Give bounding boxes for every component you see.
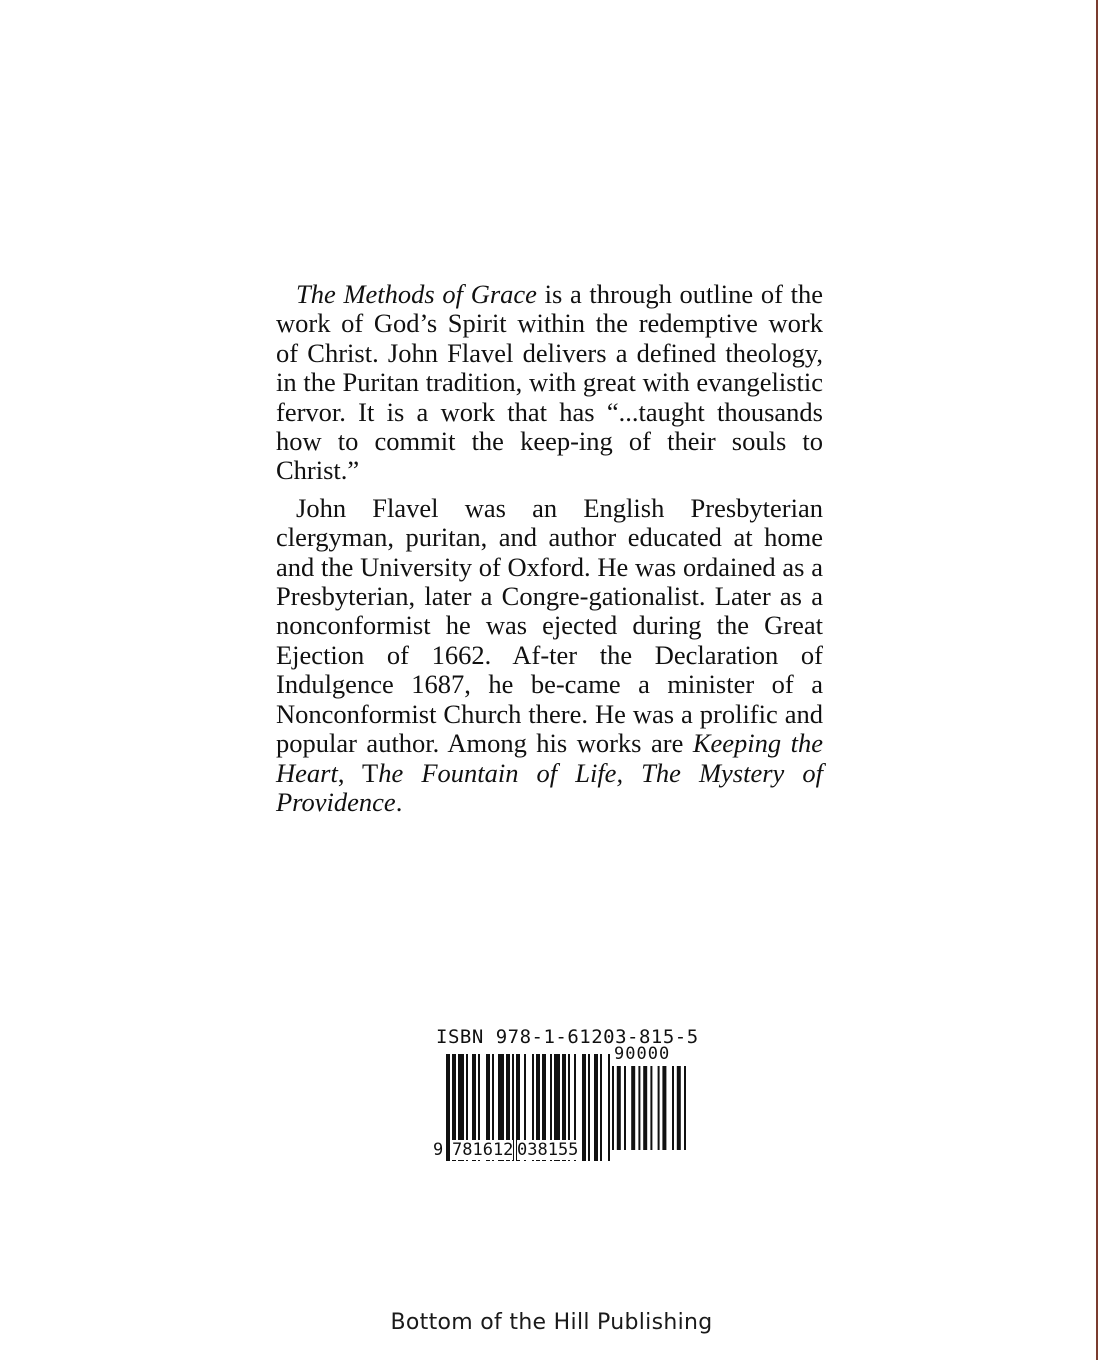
barcode-bar	[446, 1054, 450, 1161]
price-addon-code: 90000	[614, 1044, 671, 1064]
blurb-paragraph-1	[276, 280, 823, 486]
barcode-bar	[624, 1066, 626, 1150]
spine-edge-line	[1096, 0, 1098, 1360]
barcode-bar	[582, 1054, 586, 1161]
barcode-bar	[594, 1054, 598, 1161]
barcode-bar	[617, 1066, 621, 1150]
barcode-bar	[658, 1066, 660, 1150]
blurb-end-punctuation: .	[395, 786, 403, 817]
barcode-bar	[684, 1066, 686, 1150]
isbn-label: ISBN 978-1-61203-815-5	[436, 1026, 699, 1048]
barcode-right-digits: 038155	[517, 1140, 579, 1160]
work-separator: , T	[337, 757, 379, 788]
barcode-bar	[600, 1054, 602, 1161]
barcode-bar	[638, 1066, 640, 1150]
barcode-bar	[608, 1054, 610, 1161]
barcode-left-digits: 781612	[452, 1140, 514, 1160]
blurb-paragraph-2	[276, 494, 823, 817]
blurb-paragraph-1-text: is a through outline of the work of God’s Spirit within the redemptive work of Christ. John Flavel delivers a defined theology, in the Puritan tradition, with great with evangelistic fervor. It is a work that has “...taught thousands how to commit the keep-ing of their souls to Christ.”	[276, 279, 823, 486]
blurb-paragraph-2-text: John Flavel was an English Presbyterian clergyman, puritan, and author educated at home and the University of Oxford. He was ordained as a Presbyterian, later a Congre-gationalist. Later as a nonconformist he was ejected during the Great Ejection of 1662. Af-ter the Declaration of Indulgence 1687, he be-came a minister of a Nonconformist Church there. He was a prolific and popular author. Among his works are	[276, 492, 823, 759]
work-titles-fountain-mystery: he Fountain of Life, The Mystery of Providence	[276, 757, 823, 817]
publisher-name: Bottom of the Hill Publishing	[390, 1310, 713, 1335]
barcode-bar	[662, 1066, 666, 1150]
barcode-bar	[650, 1066, 652, 1150]
barcode-bar	[672, 1066, 674, 1150]
work-title-keeping-the-heart: Keeping the Heart	[276, 728, 824, 788]
barcode-bar	[643, 1066, 647, 1150]
barcode-bar	[612, 1066, 614, 1150]
barcode-bar	[677, 1066, 681, 1150]
barcode-lead-digit: 9	[433, 1140, 444, 1160]
barcode-bar	[588, 1054, 590, 1161]
book-title: The Methods of Grace	[296, 279, 537, 309]
back-cover-blurb	[276, 280, 823, 817]
barcode-bar	[631, 1066, 635, 1150]
